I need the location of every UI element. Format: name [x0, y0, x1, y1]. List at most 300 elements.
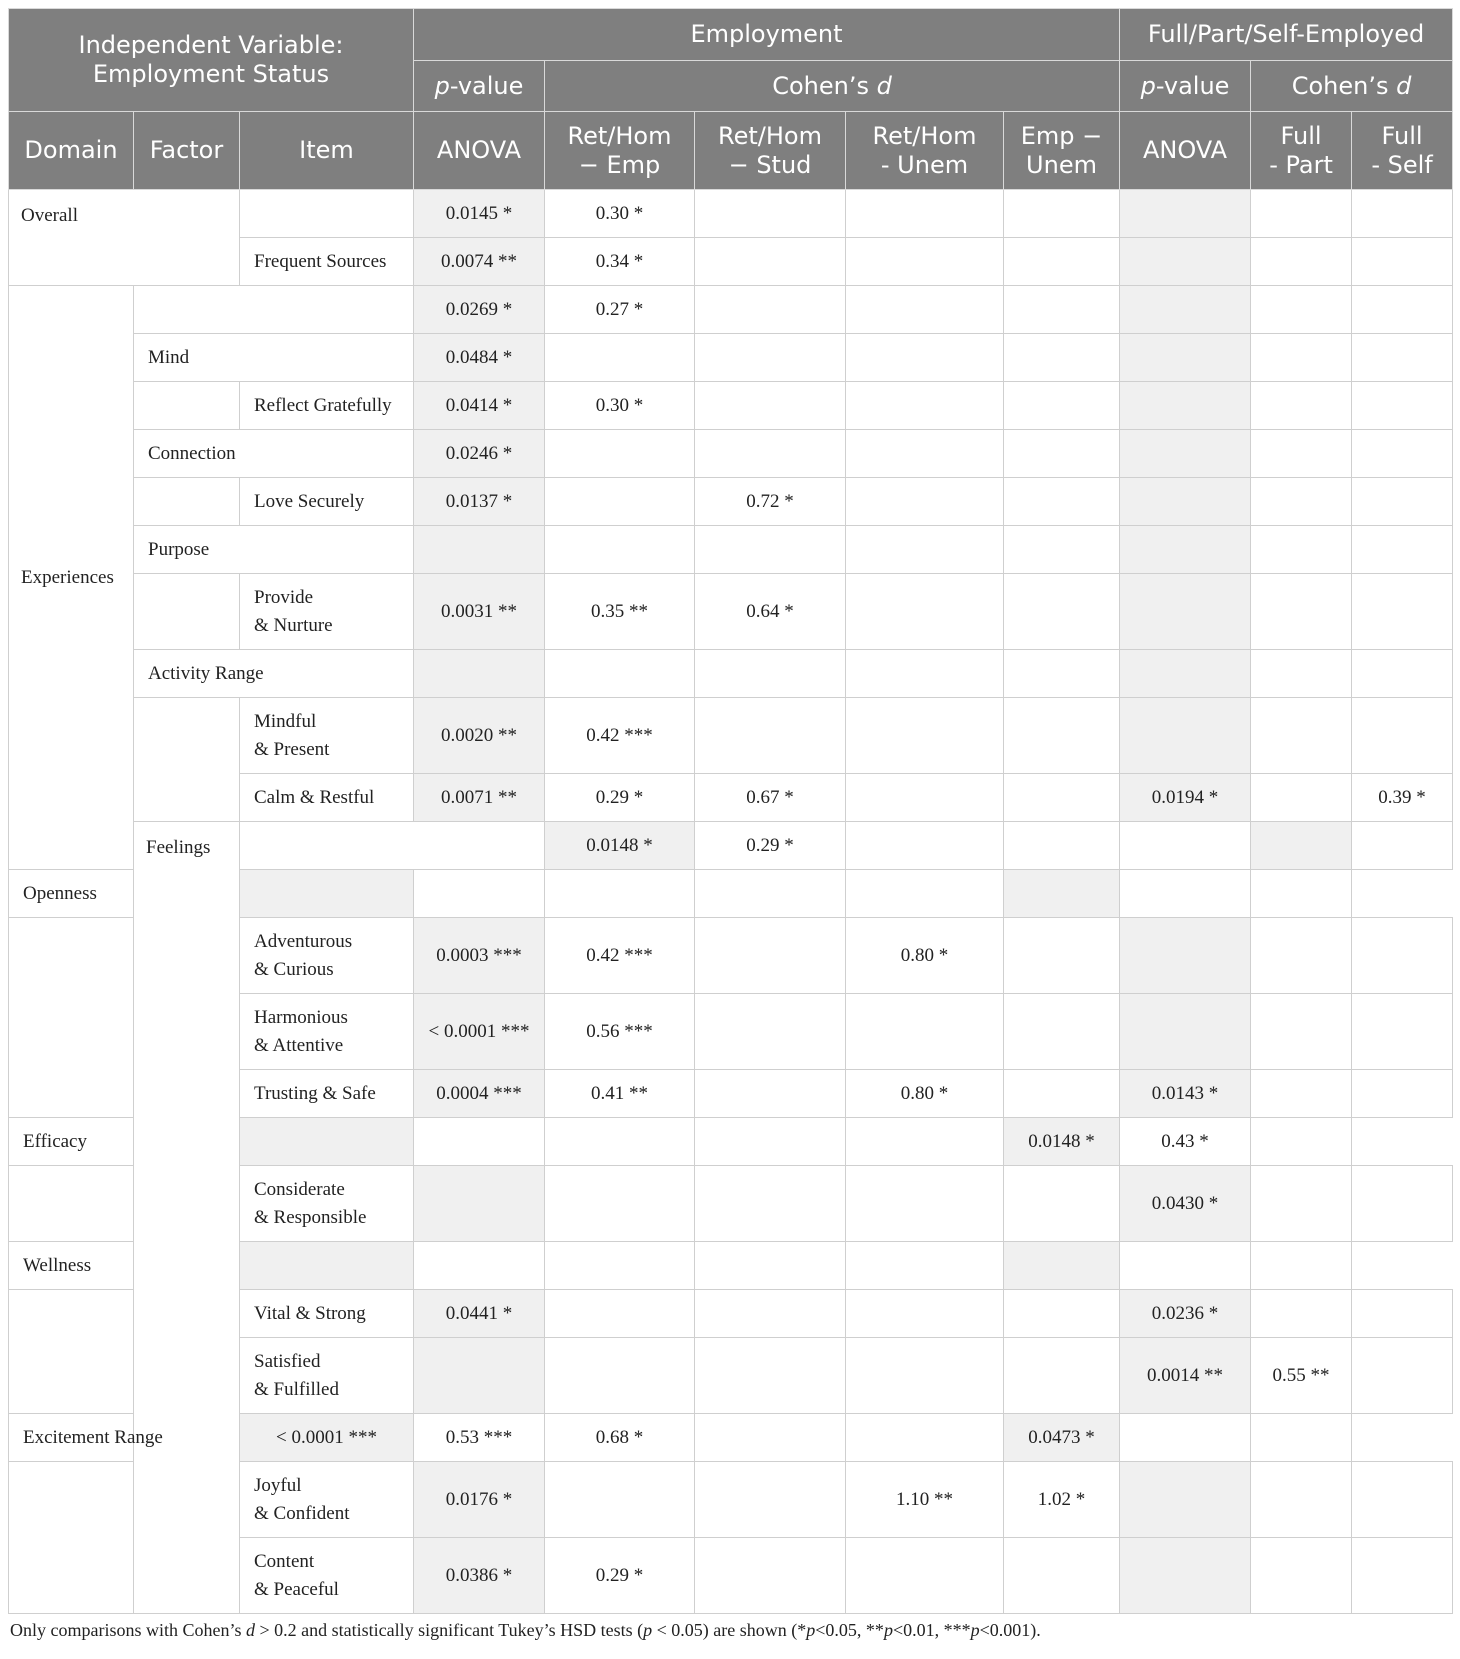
footnote-text: <0.01, ***: [892, 1620, 971, 1640]
full-self-cell: [1352, 382, 1453, 430]
emp-unem-cell: [1004, 574, 1120, 650]
rh-unem-cell: 1.10 **: [846, 1462, 1004, 1538]
table-row: [9, 698, 1453, 774]
table-container: [8, 8, 1452, 1641]
rh-stud-cell: [695, 650, 846, 698]
emp-unem-cell: [1004, 526, 1120, 574]
rh-unem-cell: [846, 190, 1004, 238]
anova2-cell: [1120, 1462, 1251, 1538]
full-part-cell: [1251, 994, 1352, 1070]
corner-line-1: Independent Variable:: [78, 31, 344, 59]
factor-cell: Excitement Range: [9, 1414, 240, 1462]
full-self-cell: [1352, 994, 1453, 1070]
col-rh-stud-l1: Ret/Hom: [718, 121, 822, 150]
full-self-cell: [1352, 334, 1453, 382]
item-cell: Trusting & Safe: [240, 1070, 414, 1118]
anova-cell: [414, 526, 545, 574]
factor-blank: [9, 1166, 134, 1242]
emp-unem-cell: [1004, 1166, 1120, 1242]
factor-cell: [240, 822, 545, 870]
full-part-cell: [1251, 1290, 1352, 1338]
results-table: [8, 8, 1453, 1614]
anova2-cell: [1120, 574, 1251, 650]
rh-emp-cell: [545, 1338, 695, 1414]
p-italic: p: [1140, 71, 1156, 100]
factor-cell: Wellness: [9, 1242, 240, 1290]
col-full-part: [1251, 112, 1352, 190]
full-self-cell: [1352, 1538, 1453, 1614]
rh-stud-cell: [695, 1462, 846, 1538]
emp-unem-cell: [846, 1414, 1004, 1462]
emp-unem-cell: [1004, 994, 1120, 1070]
corner-line-2: Employment Status: [92, 60, 330, 88]
rh-stud-cell: [695, 382, 846, 430]
col-anova: ANOVA: [414, 112, 545, 190]
rh-stud-cell: 0.72 *: [695, 478, 846, 526]
footnote-p: p: [806, 1620, 816, 1640]
cohens-prefix: Cohen’s: [772, 71, 877, 100]
emp-unem-cell: [846, 1242, 1004, 1290]
emp-unem-cell: [846, 1118, 1004, 1166]
anova2-cell: 0.0473 *: [1004, 1414, 1120, 1462]
rh-unem-cell: [846, 430, 1004, 478]
full-part-cell: [1251, 650, 1352, 698]
factor-blank: [134, 574, 240, 650]
footnote-p: p: [643, 1620, 653, 1640]
anova-cell: < 0.0001 ***: [414, 994, 545, 1070]
item-line-2: & Fulfilled: [254, 1378, 339, 1400]
rh-stud-cell: [695, 1070, 846, 1118]
anova2-cell: [1120, 994, 1251, 1070]
col-anova-2: ANOVA: [1120, 112, 1251, 190]
col-emp-unem-l2: Unem: [1026, 150, 1097, 179]
factor-blank: [9, 1290, 134, 1414]
full-self-cell: [1251, 1414, 1352, 1462]
rh-emp-cell: 0.56 ***: [545, 994, 695, 1070]
rh-stud-cell: [695, 238, 846, 286]
footnote-p: p: [970, 1620, 980, 1640]
table-row: [9, 574, 1453, 650]
full-self-cell: [1352, 650, 1453, 698]
factor-cell: Connection: [134, 430, 414, 478]
rh-unem-cell: [846, 1166, 1004, 1242]
col-domain: Domain: [9, 112, 134, 190]
rh-emp-cell: 0.30 *: [545, 190, 695, 238]
anova2-cell: [1120, 382, 1251, 430]
pvalue-header-2: [1120, 61, 1251, 112]
emp-unem-cell: [1004, 650, 1120, 698]
rh-emp-cell: 0.29 *: [545, 774, 695, 822]
anova2-cell: [1251, 822, 1352, 870]
rh-emp-cell: [545, 478, 695, 526]
anova-cell: < 0.0001 ***: [240, 1414, 414, 1462]
anova-cell: [240, 1118, 414, 1166]
rh-emp-cell: 0.29 *: [695, 822, 846, 870]
full-self-cell: [1352, 1462, 1453, 1538]
full-part-cell: [1251, 1538, 1352, 1614]
emp-unem-cell: [1004, 334, 1120, 382]
full-part-cell: [1251, 430, 1352, 478]
full-part-cell: [1251, 190, 1352, 238]
anova-cell: 0.0145 *: [414, 190, 545, 238]
rh-emp-cell: 0.53 ***: [414, 1414, 545, 1462]
item-cell: [240, 1462, 414, 1538]
rh-stud-cell: [695, 190, 846, 238]
full-part-cell: [1120, 870, 1251, 918]
full-self-cell: [1352, 1070, 1453, 1118]
rh-stud-cell: [695, 526, 846, 574]
table-row: [9, 1414, 1453, 1462]
full-part-cell: [1120, 1414, 1251, 1462]
item-line-2: & Curious: [254, 958, 334, 980]
item-line-1: Considerate: [254, 1178, 345, 1200]
emp-unem-cell: [1004, 382, 1120, 430]
table-row: [9, 870, 1453, 918]
full-self-cell: [1352, 1290, 1453, 1338]
anova2-cell: [1120, 698, 1251, 774]
rh-stud-cell: 0.67 *: [695, 774, 846, 822]
table-row: [9, 822, 1453, 870]
anova2-cell: [1120, 650, 1251, 698]
item-line-1: Mindful: [254, 710, 317, 732]
factor-blank: [134, 478, 240, 526]
rh-unem-cell: [846, 650, 1004, 698]
factor-blank: [9, 1462, 134, 1614]
rh-unem-cell: [846, 478, 1004, 526]
emp-unem-cell: [1004, 698, 1120, 774]
col-rh-emp: [545, 112, 695, 190]
full-part-cell: [1251, 1166, 1352, 1242]
emp-unem-cell: [846, 870, 1004, 918]
col-emp-unem-l1: Emp −: [1020, 121, 1103, 150]
table-row: [9, 382, 1453, 430]
rh-stud-cell: [695, 1166, 846, 1242]
full-part-cell: [1251, 1462, 1352, 1538]
full-self-cell: [1251, 1242, 1352, 1290]
full-self-cell: [1352, 526, 1453, 574]
pvalue-suffix: -value: [1155, 71, 1230, 100]
emp-unem-cell: [1004, 478, 1120, 526]
rh-emp-cell: [545, 1166, 695, 1242]
rh-emp-cell: [414, 870, 545, 918]
rh-stud-cell: [545, 870, 695, 918]
col-rh-emp-l1: Ret/Hom: [567, 121, 672, 150]
rh-unem-cell: [846, 1338, 1004, 1414]
full-part-cell: [1251, 918, 1352, 994]
item-line-2: & Responsible: [254, 1206, 367, 1228]
full-self-cell: [1352, 478, 1453, 526]
anova2-cell: [1120, 238, 1251, 286]
rh-stud-cell: [545, 1242, 695, 1290]
rh-emp-cell: [545, 430, 695, 478]
rh-emp-cell: [414, 1242, 545, 1290]
emp-unem-cell: [1004, 1338, 1120, 1414]
full-part-cell: 0.55 **: [1251, 1338, 1352, 1414]
rh-stud-cell: [695, 1338, 846, 1414]
rh-unem-cell: [846, 382, 1004, 430]
item-cell: Reflect Gratefully: [240, 382, 414, 430]
col-rh-unem-l1: Ret/Hom: [872, 121, 977, 150]
corner-header: [9, 9, 414, 112]
rh-stud-cell: 0.64 *: [695, 574, 846, 650]
rh-unem-cell: [846, 994, 1004, 1070]
rh-unem-cell: [695, 1118, 846, 1166]
full-part-cell: [1251, 574, 1352, 650]
emp-unem-cell: [1120, 822, 1251, 870]
factor-cell: Activity Range: [134, 650, 414, 698]
factor-cell: Purpose: [134, 526, 414, 574]
rh-unem-cell: [846, 334, 1004, 382]
item-cell: [240, 918, 414, 994]
emp-unem-cell: [1004, 774, 1120, 822]
anova-cell: 0.0176 *: [414, 1462, 545, 1538]
anova2-cell: [1120, 918, 1251, 994]
anova-cell: 0.0441 *: [414, 1290, 545, 1338]
anova2-cell: 0.0014 **: [1120, 1338, 1251, 1414]
rh-stud-cell: [545, 1118, 695, 1166]
anova-cell: 0.0148 *: [545, 822, 695, 870]
pvalue-header: [414, 61, 545, 112]
full-self-cell: [1352, 574, 1453, 650]
factor-blank: [134, 382, 240, 430]
p-italic: p: [434, 71, 450, 100]
rh-stud-cell: [695, 918, 846, 994]
rh-emp-cell: 0.42 ***: [545, 698, 695, 774]
rh-emp-cell: [545, 1290, 695, 1338]
rh-unem-cell: [846, 774, 1004, 822]
full-part-cell: [1120, 1242, 1251, 1290]
anova2-cell: [1120, 286, 1251, 334]
item-line-1: Adventurous: [254, 930, 353, 952]
full-part-cell: [1251, 238, 1352, 286]
col-full-self: [1352, 112, 1453, 190]
col-factor: Factor: [134, 112, 240, 190]
factor-cell: Efficacy: [9, 1118, 240, 1166]
anova-cell: 0.0074 **: [414, 238, 545, 286]
domain-experiences: Experiences: [9, 286, 134, 870]
anova-cell: 0.0269 *: [414, 286, 545, 334]
full-part-cell: [1251, 286, 1352, 334]
col-full-part-l1: Full: [1280, 121, 1322, 150]
emp-unem-cell: [1004, 1538, 1120, 1614]
col-rh-unem: [846, 112, 1004, 190]
full-part-cell: [1251, 698, 1352, 774]
item-line-1: Content: [254, 1550, 315, 1572]
rh-emp-cell: [545, 334, 695, 382]
anova-cell: [414, 1338, 545, 1414]
emp-unem-cell: [1004, 1070, 1120, 1118]
rh-emp-cell: [545, 650, 695, 698]
anova2-cell: [1004, 870, 1120, 918]
item-line-1: Provide: [254, 586, 314, 608]
footnote-p: p: [883, 1620, 893, 1640]
item-cell: Love Securely: [240, 478, 414, 526]
full-part-cell: 0.43 *: [1120, 1118, 1251, 1166]
anova2-cell: 0.0430 *: [1120, 1166, 1251, 1242]
factor-cell: [134, 286, 414, 334]
rh-stud-cell: [695, 1538, 846, 1614]
full-self-cell: [1352, 190, 1453, 238]
col-emp-unem: [1004, 112, 1120, 190]
rh-stud-cell: [695, 1290, 846, 1338]
anova2-cell: [1004, 1242, 1120, 1290]
rh-unem-cell: [846, 698, 1004, 774]
anova2-cell: 0.0143 *: [1120, 1070, 1251, 1118]
factor-cell: Mind: [134, 334, 414, 382]
table-row: [9, 334, 1453, 382]
rh-unem-cell: 0.80 *: [846, 1070, 1004, 1118]
d-italic: d: [1396, 71, 1412, 100]
table-row: [9, 1118, 1453, 1166]
rh-unem-cell: [846, 286, 1004, 334]
footnote-text: Only comparisons with Cohen’s: [10, 1620, 246, 1640]
domain-feelings: Feelings: [134, 822, 240, 1614]
rh-stud-cell: 0.68 *: [545, 1414, 695, 1462]
rh-stud-cell: [846, 822, 1004, 870]
item-cell: [240, 994, 414, 1070]
emp-unem-cell: [1004, 430, 1120, 478]
anova-cell: 0.0031 **: [414, 574, 545, 650]
rh-emp-cell: [545, 526, 695, 574]
full-self-cell: 0.39 *: [1352, 774, 1453, 822]
anova2-cell: [1120, 190, 1251, 238]
footnote-text: <0.05, **: [815, 1620, 884, 1640]
item-cell: [240, 1538, 414, 1614]
factor-blank: [134, 698, 240, 822]
domain-overall: Overall: [9, 190, 240, 286]
rh-unem-cell: [695, 870, 846, 918]
anova-cell: [240, 870, 414, 918]
anova-cell: 0.0004 ***: [414, 1070, 545, 1118]
full-part-cell: [1251, 478, 1352, 526]
factor-cell: Openness: [9, 870, 240, 918]
rh-unem-cell: [846, 526, 1004, 574]
full-self-cell: [1251, 870, 1352, 918]
rh-unem-cell: [695, 1414, 846, 1462]
rh-emp-cell: 0.34 *: [545, 238, 695, 286]
full-self-cell: [1352, 1166, 1453, 1242]
anova-cell: 0.0484 *: [414, 334, 545, 382]
cohens-d-header-2: [1251, 61, 1453, 112]
rh-stud-cell: [695, 334, 846, 382]
rh-emp-cell: 0.35 **: [545, 574, 695, 650]
rh-unem-cell: [695, 1242, 846, 1290]
anova-cell: [414, 1166, 545, 1242]
d-italic: d: [876, 71, 892, 100]
col-full-self-l2: - Self: [1371, 150, 1433, 179]
full-part-cell: [1352, 822, 1453, 870]
table-row: [9, 286, 1453, 334]
col-full-part-l2: - Part: [1269, 150, 1333, 179]
item-cell: [240, 574, 414, 650]
rh-unem-cell: [846, 574, 1004, 650]
anova2-cell: [1120, 1538, 1251, 1614]
rh-emp-cell: 0.42 ***: [545, 918, 695, 994]
item-cell: Frequent Sources: [240, 238, 414, 286]
cohens-d-header: [545, 61, 1120, 112]
factor-blank: [9, 918, 134, 1118]
item-cell: [240, 1166, 414, 1242]
item-line-2: & Present: [254, 738, 330, 760]
item-cell: [240, 190, 414, 238]
col-rh-unem-l2: - Unem: [880, 150, 969, 179]
table-row: [9, 526, 1453, 574]
full-part-cell: [1251, 774, 1352, 822]
table-row: [9, 478, 1453, 526]
col-rh-emp-l2: − Emp: [578, 150, 661, 179]
anova-cell: 0.0020 **: [414, 698, 545, 774]
table-row: [9, 430, 1453, 478]
anova-cell: 0.0137 *: [414, 478, 545, 526]
rh-emp-cell: 0.29 *: [545, 1538, 695, 1614]
anova-cell: 0.0246 *: [414, 430, 545, 478]
full-part-cell: [1251, 334, 1352, 382]
item-cell: Calm & Restful: [240, 774, 414, 822]
anova-cell: 0.0386 *: [414, 1538, 545, 1614]
item-line-2: & Peaceful: [254, 1578, 339, 1600]
anova2-cell: 0.0194 *: [1120, 774, 1251, 822]
emp-unem-cell: [1004, 1290, 1120, 1338]
anova-cell: 0.0003 ***: [414, 918, 545, 994]
item-cell: Vital & Strong: [240, 1290, 414, 1338]
full-part-cell: [1251, 382, 1352, 430]
item-line-1: Harmonious: [254, 1006, 348, 1028]
table-row: [9, 190, 1453, 238]
rh-unem-cell: [846, 1538, 1004, 1614]
rh-stud-cell: [695, 698, 846, 774]
table-row: [9, 1242, 1453, 1290]
col-item: Item: [240, 112, 414, 190]
rh-emp-cell: 0.30 *: [545, 382, 695, 430]
item-line-1: Joyful: [254, 1474, 302, 1496]
emp-unem-cell: [1004, 918, 1120, 994]
table-row: [9, 650, 1453, 698]
group-employment: Employment: [414, 9, 1120, 61]
col-full-self-l1: Full: [1381, 121, 1423, 150]
full-self-cell: [1352, 698, 1453, 774]
anova2-cell: 0.0236 *: [1120, 1290, 1251, 1338]
anova-cell: 0.0071 **: [414, 774, 545, 822]
rh-unem-cell: 0.80 *: [846, 918, 1004, 994]
rh-emp-cell: [545, 1462, 695, 1538]
rh-emp-cell: 0.41 **: [545, 1070, 695, 1118]
item-cell: [240, 698, 414, 774]
full-self-cell: [1352, 430, 1453, 478]
item-line-2: & Confident: [254, 1502, 350, 1524]
emp-unem-cell: [1004, 238, 1120, 286]
full-part-cell: [1251, 526, 1352, 574]
anova-cell: [414, 650, 545, 698]
footnote-d: d: [246, 1620, 255, 1640]
group-full-part-self: Full/Part/Self-Employed: [1120, 9, 1453, 61]
col-rh-stud-l2: − Stud: [728, 150, 812, 179]
pvalue-suffix: -value: [449, 71, 524, 100]
footnote-text: <0.001).: [979, 1620, 1041, 1640]
anova-cell: 0.0414 *: [414, 382, 545, 430]
full-self-cell: [1352, 918, 1453, 994]
footnote-text: > 0.2 and statistically significant Tukey’s HSD tests (: [255, 1620, 644, 1640]
anova2-cell: [1120, 430, 1251, 478]
col-rh-stud: [695, 112, 846, 190]
item-line-2: & Nurture: [254, 614, 333, 636]
rh-emp-cell: 0.27 *: [545, 286, 695, 334]
rh-unem-cell: [1004, 822, 1120, 870]
full-self-cell: [1352, 238, 1453, 286]
anova2-cell: 0.0148 *: [1004, 1118, 1120, 1166]
emp-unem-cell: 1.02 *: [1004, 1462, 1120, 1538]
rh-stud-cell: [695, 994, 846, 1070]
item-cell: [240, 1338, 414, 1414]
